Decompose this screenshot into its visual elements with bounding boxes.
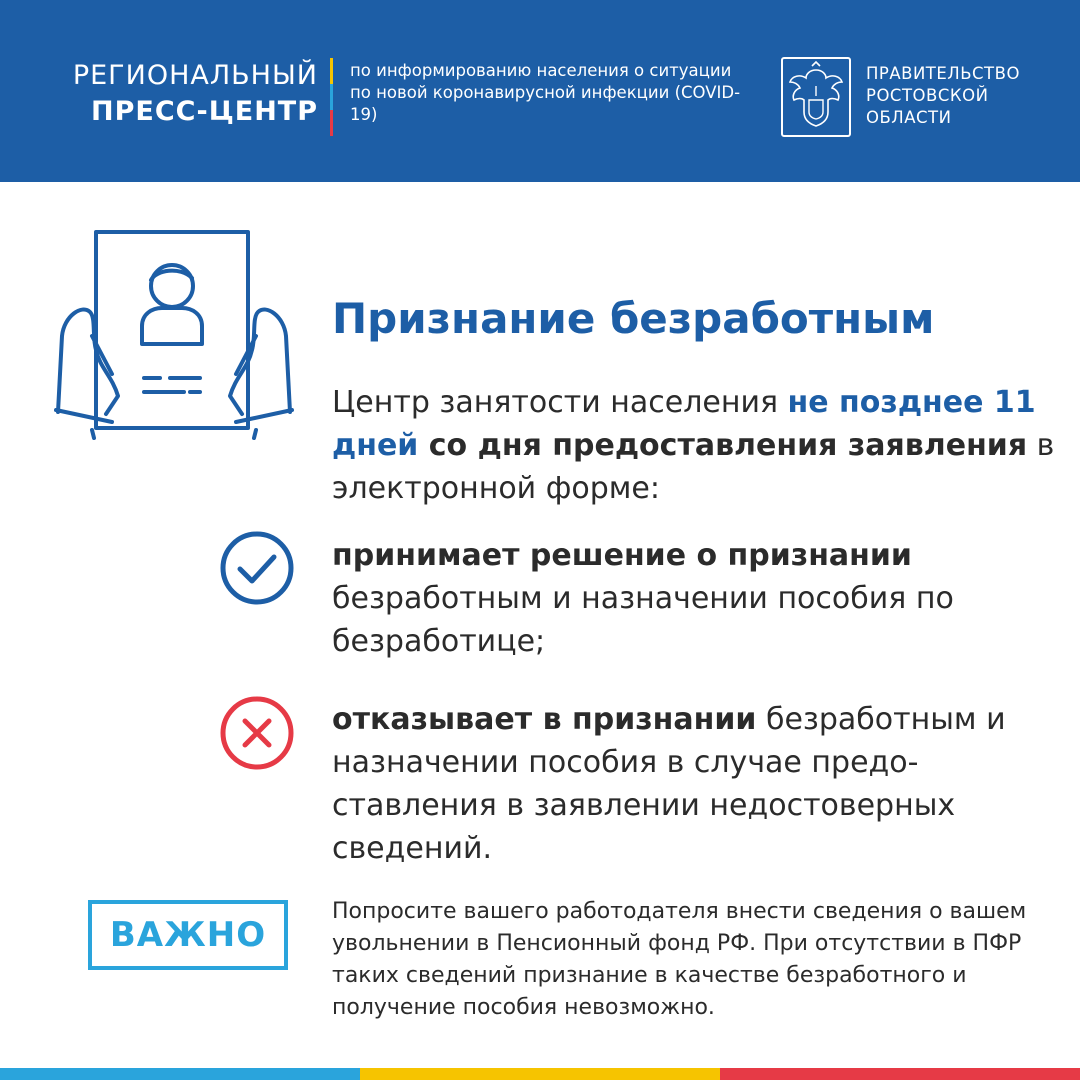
intro-part1: Центр занятости населения: [332, 385, 788, 420]
item-accept-bold: принимает решение о признании: [332, 538, 912, 573]
header-bar: [0, 0, 1080, 182]
coat-of-arms-icon: [780, 56, 852, 138]
intro-bold: со дня предоставления заявления: [418, 428, 1028, 463]
item-refuse-text: безработным и назначении пособия в случае предо-ставления в заявлении недостоверных сведений.: [332, 702, 1006, 866]
tricolor-divider: [330, 58, 333, 136]
list-item-refuse: [332, 698, 1072, 870]
list-item-accept: [332, 534, 1072, 663]
item-refuse-bold: отказывает в признании: [332, 702, 757, 737]
brand-title-line1: РЕГИОНАЛЬНЫЙ: [72, 60, 318, 91]
document-with-person-in-hands-icon: [52, 226, 296, 448]
page-title: Признание безработным: [332, 294, 935, 343]
important-note: Попросите вашего работодателя внести сведения о вашем увольнении в Пенсионный фонд РФ. При отсутствии в ПФР таких сведений признание в качестве безработного и получение пособия невозможно.: [332, 899, 1027, 1020]
check-circle-icon: [218, 529, 296, 607]
tricolor-footer-stripe: [0, 1068, 1080, 1080]
intro-deadline-highlight: не позднее 11 дней: [332, 385, 1036, 463]
header-description: по информированию населения о ситуации по новой коронавирусной инфекции (COVID-19): [350, 61, 741, 124]
brand-title-line2: ПРЕСС-ЦЕНТР: [91, 96, 318, 127]
cross-circle-icon: [218, 694, 296, 772]
item-accept-text: безработным и назначении пособия по безработице;: [332, 581, 954, 659]
important-badge: ВАЖНО: [88, 900, 288, 970]
intro-part2: в электронной форме:: [332, 428, 1055, 506]
government-name: ПРАВИТЕЛЬСТВО РОСТОВСКОЙ ОБЛАСТИ: [866, 64, 1020, 127]
intro-text: [332, 381, 1072, 510]
